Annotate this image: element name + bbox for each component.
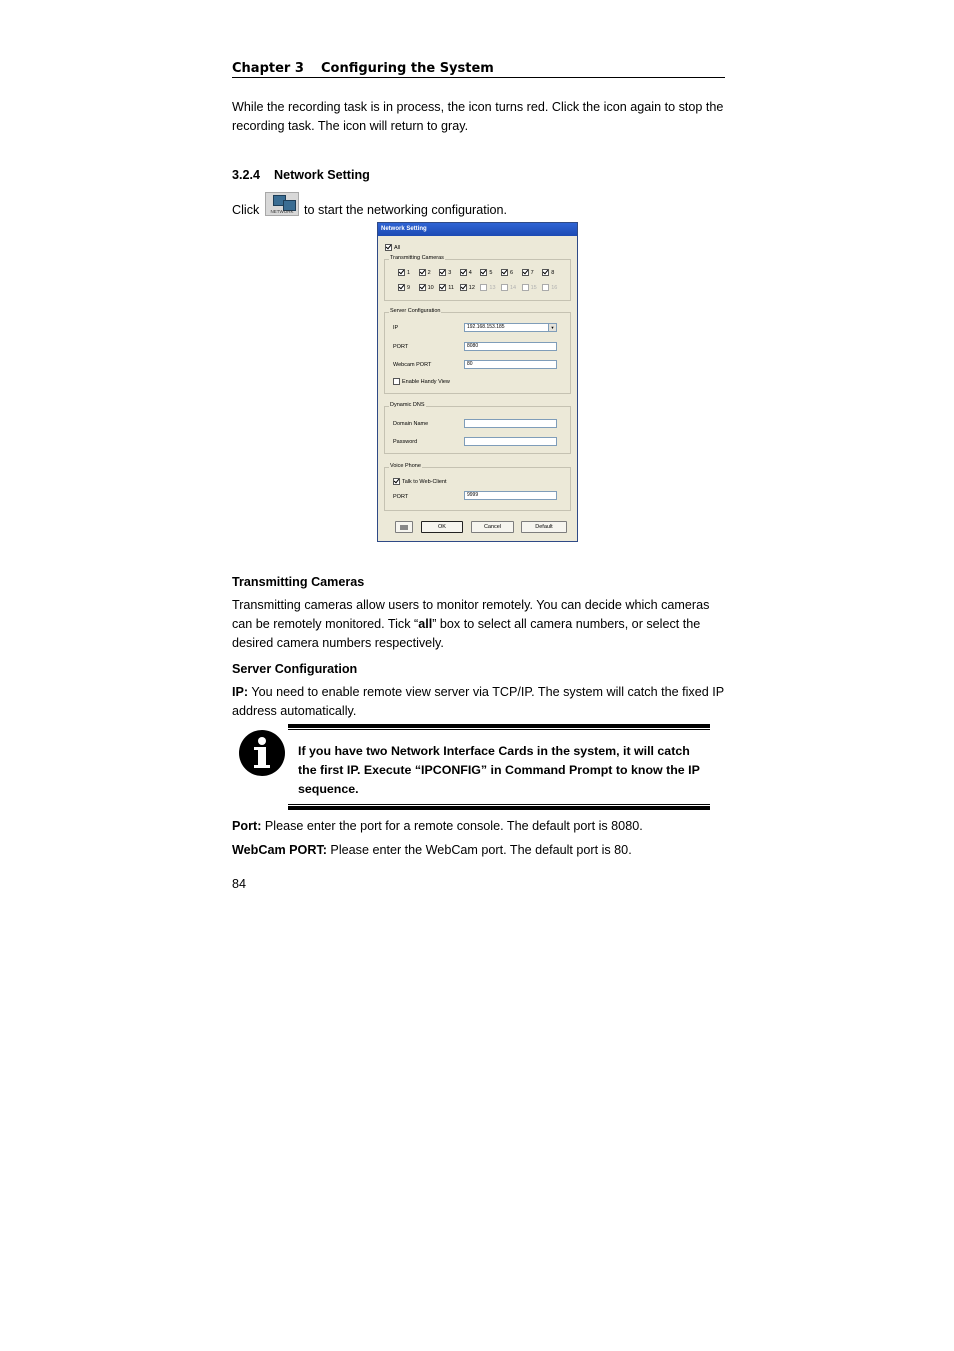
password-input[interactable] <box>464 437 557 446</box>
chapter-header <box>232 62 725 78</box>
server-configuration-group <box>384 308 571 394</box>
note-rule-top <box>288 724 710 728</box>
dns-group-label: Dynamic DNS <box>390 402 425 408</box>
camera-checkbox-3[interactable]: 3 <box>439 269 451 277</box>
domain-label: Domain Name <box>393 421 429 427</box>
section-number: 3.2.4 <box>232 168 261 182</box>
chapter-title: Configuring the System <box>321 61 494 76</box>
default-button[interactable]: Default <box>521 521 567 533</box>
port-input[interactable]: 8080 <box>464 342 557 351</box>
password-label: Password <box>393 439 418 445</box>
camera-checkbox-4[interactable]: 4 <box>460 269 472 277</box>
network-setting-dialog <box>377 222 578 542</box>
server-group-label: Server Configuration <box>390 308 441 314</box>
section-title: Network Setting <box>274 168 370 182</box>
voice-port-input[interactable]: 9999 <box>464 491 557 500</box>
camera-checkbox-5[interactable]: 5 <box>480 269 492 277</box>
dynamic-dns-group <box>384 402 571 454</box>
chapter-number: Chapter 3 <box>232 61 304 76</box>
printer-button[interactable] <box>395 521 413 533</box>
webcam-port-paragraph: WebCam PORT: Please enter the WebCam port. The default port is 80. <box>232 843 632 857</box>
click-text: Click <box>232 203 260 217</box>
camera-checkbox-10[interactable]: 10 <box>419 284 434 292</box>
cancel-button[interactable]: Cancel <box>471 521 514 533</box>
voice-port-label: PORT <box>393 494 409 500</box>
transmitting-group-label: Transmitting Cameras <box>390 255 444 261</box>
note-rule-top-thin <box>288 729 710 730</box>
ip-select[interactable]: 192.168.153.185 ▼ <box>464 323 557 332</box>
talk-to-web-client-checkbox[interactable]: Talk to Web-Client <box>393 478 447 486</box>
handy-view-checkbox[interactable]: Enable Handy View <box>393 378 450 386</box>
intro-paragraph: While the recording task is in process, the icon turns red. Click the icon again to stop the recording task. The icon will return to gray. <box>232 100 724 133</box>
ok-button[interactable]: OK <box>421 521 463 533</box>
note-rule-bottom-thin <box>288 804 710 805</box>
transmitting-paragraph: Transmitting cameras allow users to monitor remotely. You can decide which cameras can be remotely monitored. Tick “all” box to select all camera numbers, or select the desired camera numbers respectively. <box>232 598 710 650</box>
camera-checkbox-6[interactable]: 6 <box>501 269 513 277</box>
transmitting-cameras-group <box>384 255 571 301</box>
section-heading <box>232 167 370 183</box>
camera-checkbox-13[interactable]: 13 <box>480 284 495 292</box>
click-text-after: to start the networking configuration. <box>304 203 508 217</box>
port-paragraph: Port: Please enter the port for a remote console. The default port is 8080. <box>232 819 643 833</box>
webcam-port-label: Webcam PORT <box>393 362 432 368</box>
port-label: PORT <box>393 344 409 350</box>
domain-input[interactable] <box>464 419 557 428</box>
camera-checkbox-14[interactable]: 14 <box>501 284 516 292</box>
camera-checkbox-16[interactable]: 16 <box>542 284 557 292</box>
ip-label: IP <box>393 325 399 331</box>
network-button-label: NETWORK <box>270 209 294 214</box>
webcam-port-input[interactable]: 80 <box>464 360 557 369</box>
camera-checkbox-2[interactable]: 2 <box>419 269 431 277</box>
note-rule-bottom <box>288 806 710 810</box>
camera-checkbox-12[interactable]: 12 <box>460 284 475 292</box>
camera-checkbox-8[interactable]: 8 <box>542 269 554 277</box>
page-number: 84 <box>232 877 247 891</box>
ip-paragraph: IP: You need to enable remote view server via TCP/IP. The system will catch the fixed IP address automatically. <box>232 685 724 718</box>
voice-phone-group <box>384 463 571 511</box>
camera-checkbox-7[interactable]: 7 <box>522 269 534 277</box>
network-button[interactable] <box>265 192 299 216</box>
transmitting-heading: Transmitting Cameras <box>232 575 365 589</box>
chevron-down-icon: ▼ <box>548 324 556 331</box>
printer-icon <box>400 525 408 530</box>
camera-checkbox-11[interactable]: 11 <box>439 284 454 292</box>
dialog-title: Network Setting <box>378 223 577 236</box>
camera-checkbox-15[interactable]: 15 <box>522 284 537 292</box>
all-checkbox[interactable]: All <box>385 244 400 252</box>
voice-group-label: Voice Phone <box>390 463 421 469</box>
info-icon <box>239 730 285 776</box>
camera-checkbox-1[interactable]: 1 <box>398 269 410 277</box>
camera-checkbox-9[interactable]: 9 <box>398 284 410 292</box>
note-text: If you have two Network Interface Cards in the system, it will catch the first IP. Execute “IPCONFIG” in Command Prompt to know the IP sequence. <box>298 744 700 796</box>
server-config-heading: Server Configuration <box>232 662 358 676</box>
